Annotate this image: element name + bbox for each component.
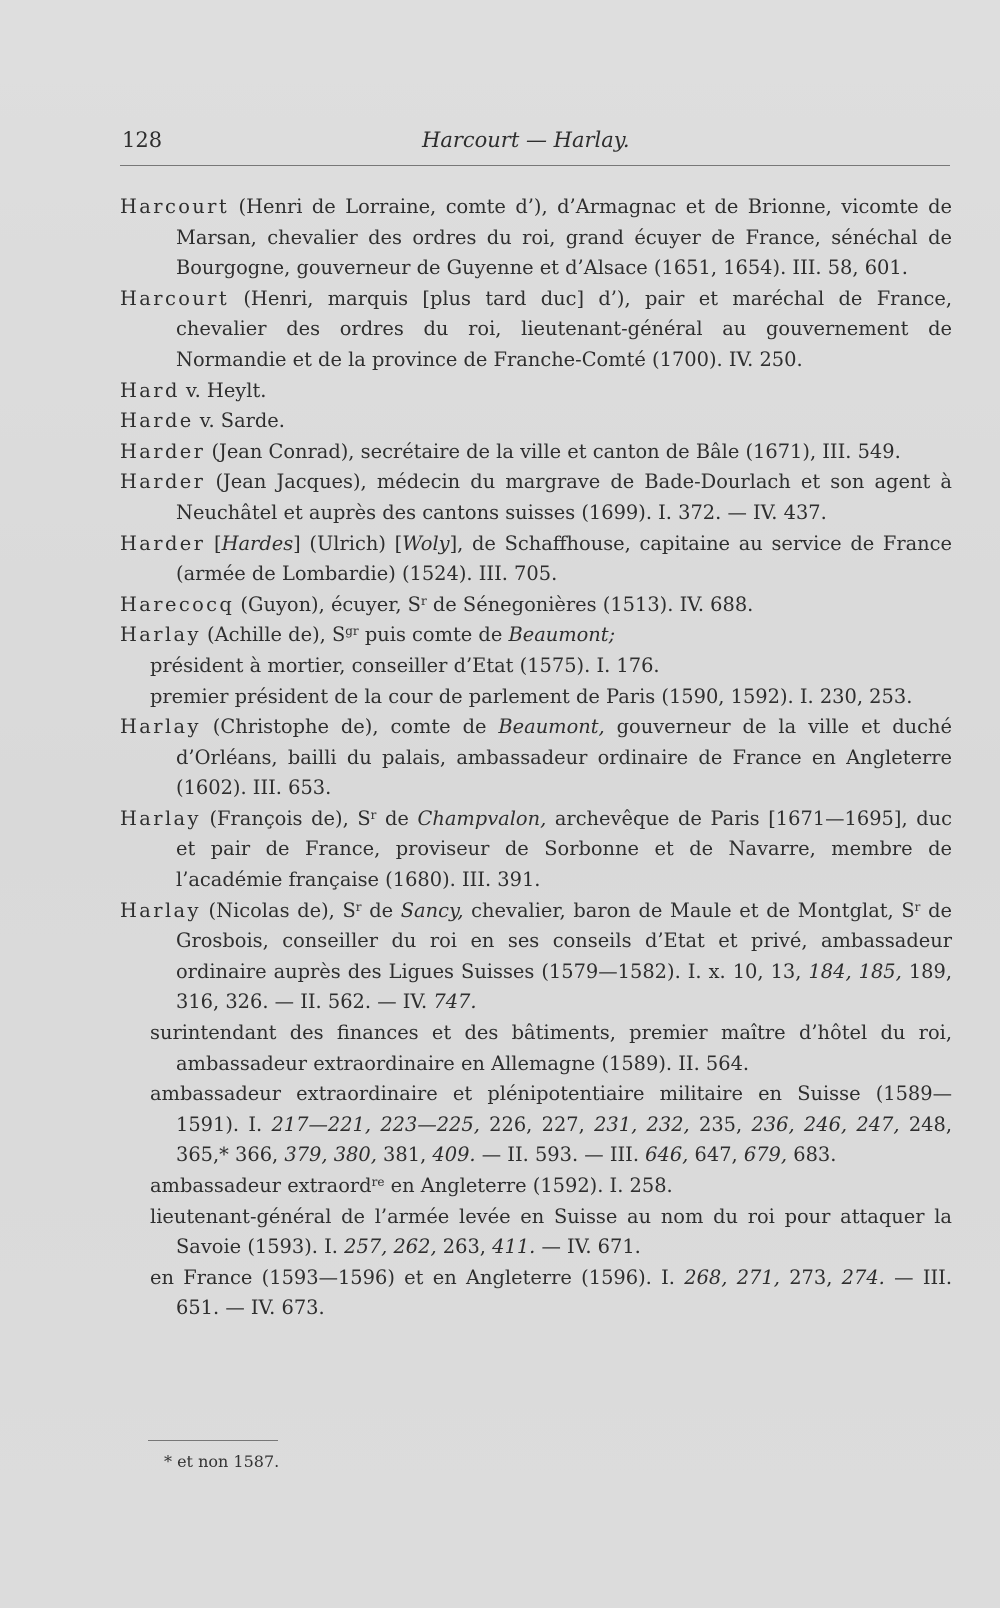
entry-name: Harlay: [120, 715, 201, 739]
sub-italic: 679,: [743, 1143, 788, 1167]
sub-entry: président à mortier, conseiller d’Etat (1575). I. 176.: [150, 653, 660, 677]
sub-italic: 217—221,: [271, 1112, 372, 1136]
entry-text: (Henri de Lorraine, comte d’), d’Armagnac et de Brionne, vicomte de Marsan, chevalier des ordres du roi, grand écuyer de France, sénéchal de Bourgogne, gouverneur de Guyenne et d’Alsace (1651, 1654). III. 58, 601.: [176, 195, 952, 280]
entry-text: ] (Ulrich) [: [293, 531, 403, 555]
entry-name: Harde: [120, 409, 194, 433]
entry-text: puis comte de: [358, 623, 509, 647]
sub-superscript: re: [371, 1175, 385, 1189]
sub-entry: [120, 1263, 952, 1324]
entry-name: Harlay: [120, 898, 201, 922]
sub-text: lieutenant-général de l’armée levée en Suisse au nom du roi pour attaquer la Savoie (1593). I.: [150, 1204, 952, 1259]
entry-name: Harlay: [120, 623, 201, 647]
sub-italic: 646,: [645, 1143, 689, 1167]
index-entry: [120, 804, 952, 896]
entry-italic: Beaumont,: [498, 715, 605, 739]
entry-name: Harlay: [120, 806, 201, 830]
entry-text: (François de), S: [200, 806, 371, 830]
entry-text: de Sénegonières (1513). IV. 688.: [426, 592, 754, 616]
entry-superscript: r: [370, 807, 377, 822]
sub-text: [371, 1113, 380, 1136]
sub-entry: [120, 1171, 952, 1202]
sub-italic: 231,: [594, 1112, 638, 1136]
entry-italic: Champvalon,: [417, 806, 547, 830]
entry-text: v. Sarde.: [193, 409, 285, 433]
entry-text: 189, 316, 326. — II. 562. — IV.: [176, 959, 953, 1014]
sub-italic: 274.: [841, 1265, 885, 1289]
entry-name: Harcourt: [120, 286, 230, 310]
entry-text: de: [376, 806, 418, 830]
entry-text: (Guyon), écuyer, S: [234, 592, 421, 616]
entry-superscript: r: [355, 899, 362, 914]
entry-text: [: [205, 531, 222, 555]
entry-superscript: r: [914, 899, 921, 914]
index-entry: [120, 437, 952, 468]
entry-text: (Henri, marquis [plus tard duc] d’), pair et maréchal de France, chevalier des ordres du roi, lieutenant-général au gouvernement de Normandie et de la province de Franche-Comté (1700). IV. 250.: [176, 286, 952, 371]
sub-text: en France (1593—1596) et en Angleterre (1596). I.: [150, 1265, 685, 1289]
sub-italic: 247,: [856, 1112, 900, 1136]
sub-italic: 379, 380,: [284, 1143, 377, 1167]
sub-text: [847, 1113, 856, 1136]
sub-text: 683.: [787, 1143, 837, 1167]
entry-text: archevêque de Paris [1671—1695], duc et pair de France, proviseur de Sorbonne et de Navarre, membre de l’académie française (1680). III. 391.: [176, 806, 952, 892]
sub-italic: 257, 262,: [344, 1235, 437, 1259]
entry-italic: Hardes: [221, 531, 294, 555]
entry-superscript: gr: [345, 624, 359, 639]
entry-text: (Christophe de), comte de: [200, 715, 499, 739]
sub-text: [637, 1113, 646, 1136]
entry-text: ], de Schaffhouse, capitaine au service de France (armée de Lombardie) (1524). III. 705.: [176, 531, 952, 586]
entry-name: Harecocq: [120, 592, 235, 616]
entry-text: v. Heylt.: [179, 378, 267, 402]
sub-text: 381,: [376, 1143, 433, 1167]
entry-text: (Achille de), S: [200, 623, 346, 647]
entry-text: chevalier, baron de Maule et de Montglat, S: [463, 898, 915, 922]
entry-italic: 747.: [433, 990, 477, 1014]
index-entry: [120, 376, 952, 407]
entry-name: Harder: [120, 531, 206, 555]
entry-name: Harcourt: [120, 195, 230, 218]
sub-text: ambassadeur extraordinaire et plénipotentiaire militaire en Suisse (1589—1591). I.: [150, 1082, 952, 1136]
entry-name: Harder: [120, 470, 206, 494]
sub-italic: 236, 246,: [751, 1112, 848, 1136]
entry-name: Hard: [120, 378, 180, 402]
page-header: [122, 128, 950, 162]
sub-entry: premier président de la cour de parlement de Paris (1590, 1592). I. 230, 253.: [150, 684, 913, 708]
sub-entry: surintendant des finances et des bâtiments, premier maître d’hôtel du roi, ambassadeur extraordinaire en Allemagne (1589). II. 564.: [150, 1021, 952, 1075]
entry-text: gouverneur de la ville et duché d’Orléans, bailli du palais, ambassadeur ordinaire de France en Angleterre (1602). III. 653.: [176, 715, 952, 800]
header-rule: [120, 165, 950, 166]
sub-entry: [120, 1079, 952, 1171]
sub-text: 263,: [436, 1235, 493, 1259]
sub-text: 273,: [779, 1265, 842, 1289]
index-entry: [120, 284, 952, 376]
page-number: 128: [122, 128, 163, 152]
entry-italic: Woly: [402, 531, 450, 555]
entry-italic: Sancy,: [400, 898, 464, 922]
sub-text: — IV. 671.: [535, 1235, 641, 1259]
sub-text: 226, 227,: [479, 1112, 595, 1136]
sub-text: 647,: [688, 1143, 744, 1167]
index-entry: [120, 467, 952, 528]
sub-text: — III. 651. — IV. 673.: [176, 1265, 952, 1320]
sub-text: ambassadeur extraord: [150, 1174, 372, 1197]
index-entries: [120, 192, 952, 1324]
sub-text: — II. 593. — III.: [475, 1143, 646, 1167]
entry-superscript: r: [420, 593, 427, 608]
entry-text: de: [361, 898, 401, 922]
sub-italic: 232,: [646, 1112, 690, 1136]
sub-italic: 411.: [492, 1235, 536, 1259]
entry-text: (Jean Jacques), médecin du margrave de Bade-Dourlach et son agent à Neuchâtel et auprès des cantons suisses (1699). I. 372. — IV. 437.: [176, 470, 952, 524]
entry-name: Harder: [120, 439, 206, 463]
running-head: Harcourt — Harlay.: [422, 128, 630, 152]
index-entry: [120, 192, 952, 284]
entry-text: de Grosbois, conseiller du roi en ses conseils d’Etat et privé, ambassadeur ordinaire auprès des Ligues Suisses (1579—1582). I. x. 10, 13,: [176, 898, 952, 983]
entry-italic: 184, 185,: [808, 959, 902, 983]
index-entry: [120, 896, 952, 1018]
sub-italic: 223—225,: [380, 1112, 480, 1136]
index-entry: [120, 590, 952, 621]
sub-text: en Angleterre (1592). I. 258.: [384, 1174, 673, 1197]
footnote: * et non 1587.: [164, 1452, 280, 1471]
sub-text: 248, 365,* 366,: [176, 1112, 952, 1167]
sub-italic: 409.: [432, 1143, 476, 1167]
sub-text: 235,: [689, 1112, 752, 1136]
entry-italic: Beaumont;: [508, 623, 616, 647]
entry-text: (Jean Conrad), secrétaire de la ville et canton de Bâle (1671), III. 549.: [205, 439, 901, 463]
sub-entry: [120, 1202, 952, 1263]
index-entry: [120, 620, 952, 651]
index-entry: [120, 406, 952, 437]
index-entry: [120, 529, 952, 590]
entry-text: (Nicolas de), S: [200, 898, 356, 922]
index-entry: [120, 712, 952, 804]
sub-italic: 268, 271,: [684, 1265, 780, 1289]
footnote-rule: [148, 1440, 278, 1441]
